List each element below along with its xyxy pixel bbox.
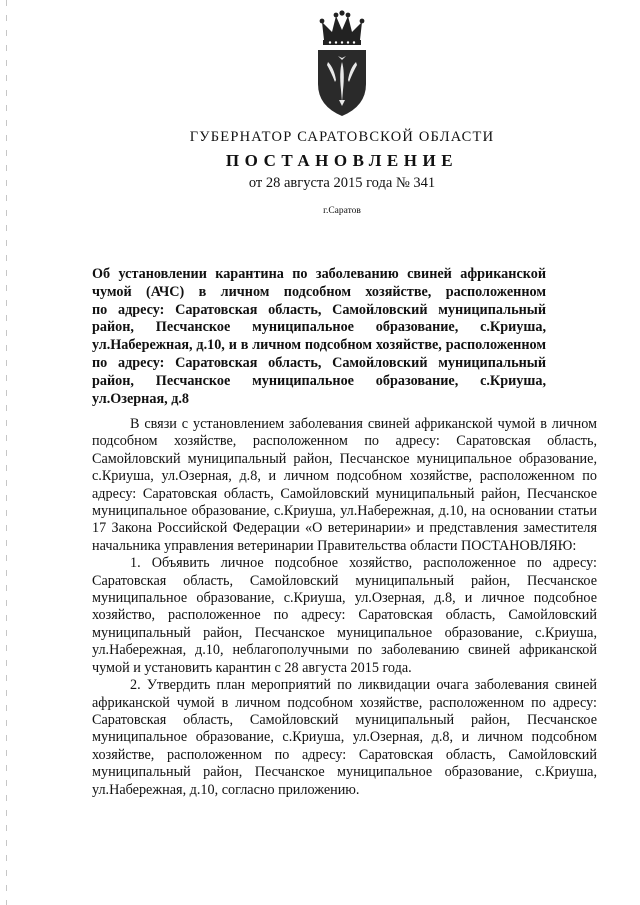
document-date-number: от 28 августа 2015 года № 341 bbox=[248, 175, 436, 191]
document-title bbox=[92, 266, 546, 408]
title-line: по адресу: Саратовская область, Самойловский муниципальный bbox=[92, 301, 546, 318]
document-type: ПОСТАНОВЛЕНИЕ bbox=[225, 151, 459, 170]
title-line: район, Песчанское муниципальное образование, с.Криуша, bbox=[92, 319, 546, 336]
preamble-paragraph: В связи с установлением заболевания свиней африканской чумой в личном подсобном хозяйстве, расположенном по адресу: Саратовская область, Самойловский муниципальный район, Песчанское муниципальное образование, с.Криуша, ул.Озерная, д.8, и личном подсобном хозяйстве, расположенном по адресу: Саратовская область, Самойловский муниципальный район, Песчанское муниципальное образование, с.Криуша, ул.Набережная, д.10, на основании статьи 17 Закона Российской Федерации «О ветеринарии» и представления заместителя начальника управления ветеринарии Правительства области ПОСТАНОВЛЯЮ: bbox=[92, 416, 597, 554]
document-body bbox=[92, 416, 597, 799]
title-line: чумой (АЧС) в личном подсобном хозяйстве, расположенном bbox=[92, 283, 546, 300]
title-line: ул.Набережная, д.10, и в личном подсобном хозяйстве, расположенном bbox=[92, 337, 546, 354]
document-city: г.Саратов bbox=[323, 206, 361, 216]
title-line: по адресу: Саратовская область, Самойловский муниципальный bbox=[92, 354, 546, 371]
title-line: Об установлении карантина по заболеванию свиней африканской bbox=[92, 266, 546, 282]
decree-item-1: 1. Объявить личное подсобное хозяйство, расположенное по адресу: Саратовская область, Самойловский муниципальный район, Песчанское муниципальное образование, с.Криуша, ул.Озерная, д.8, и личное подсобное хозяйство, расположенное по адресу: Саратовская область, Самойловский муниципальный район, Песчанское муниципальное образование, с.Криуша, ул.Набережная, д.10, неблагополучными по заболеванию свиней африканской чумой и установить карантин с 28 августа 2015 года. bbox=[92, 555, 597, 676]
title-line: район, Песчанское муниципальное образование, с.Криуша, ул.Озерная, д.8 bbox=[92, 372, 546, 407]
decree-item-2: 2. Утвердить план мероприятий по ликвидации очага заболевания свиней африканской чумой в личном подсобном хозяйстве, расположенном по адресу: Саратовская область, Самойловский муниципальный район, Песчанское муниципальное образование, с.Криуша, ул.Озерная, д.8, и личном подсобном хозяйстве, расположенном по адресу: Саратовская область, Самойловский муниципальный район, Песчанское муниципальное образование, с.Криуша, ул.Набережная, д.10, согласно приложению. bbox=[92, 677, 597, 798]
issuing-authority: ГУБЕРНАТОР САРАТОВСКОЙ ОБЛАСТИ bbox=[189, 129, 495, 145]
coat-of-arms-emblem bbox=[312, 10, 372, 118]
